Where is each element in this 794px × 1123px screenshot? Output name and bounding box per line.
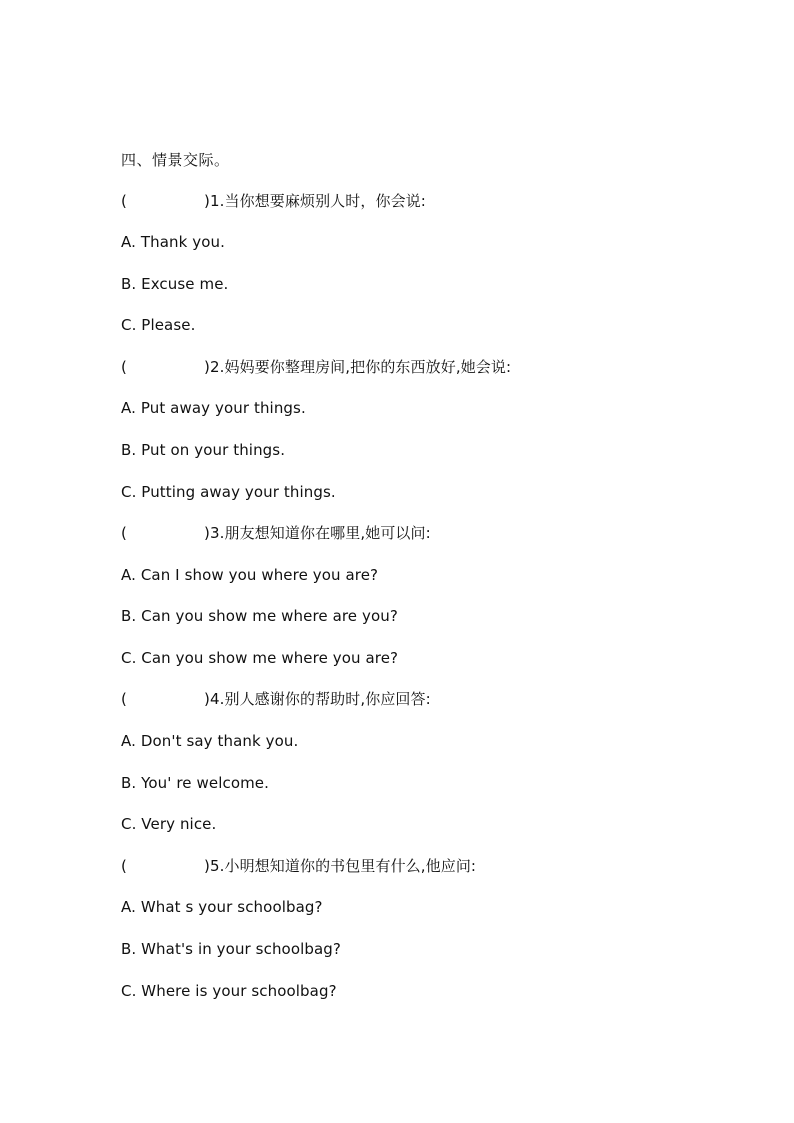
question-3-option-c: C. Can you show me where you are?	[121, 649, 399, 667]
question-3-option-a: A. Can I show you where you are?	[121, 566, 379, 584]
question-2-option-a: A. Put away your things.	[121, 399, 306, 417]
question-5	[121, 856, 476, 876]
answer-blank-1: (	[121, 192, 127, 210]
section-title: 四、情景交际。	[121, 151, 230, 169]
question-5-option-a: A. What s your schoolbag?	[121, 898, 323, 916]
question-4-option-b: B. You' re welcome.	[121, 774, 270, 792]
answer-blank-2: (	[121, 358, 127, 376]
question-3-stem: )3.朋友想知道你在哪里,她可以问:	[204, 524, 431, 542]
question-2-option-b: B. Put on your things.	[121, 441, 286, 459]
question-5-option-b: B. What's in your schoolbag?	[121, 940, 341, 958]
question-3	[121, 523, 431, 543]
question-4-option-c: C. Very nice.	[121, 815, 217, 833]
question-3-option-b: B. Can you show me where are you?	[121, 607, 398, 625]
question-2-stem: )2.妈妈要你整理房间,把你的东西放好,她会说:	[204, 358, 512, 376]
question-1-option-b: B. Excuse me.	[121, 275, 229, 293]
question-5-stem: )5.小明想知道你的书包里有什么,他应问:	[204, 857, 477, 875]
question-1	[121, 191, 426, 211]
question-2	[121, 357, 511, 377]
question-5-option-c: C. Where is your schoolbag?	[121, 982, 337, 1000]
answer-blank-5: (	[121, 857, 127, 875]
question-1-stem: )1.当你想要麻烦别人时，你会说:	[204, 192, 426, 210]
question-2-option-c: C. Putting away your things.	[121, 483, 336, 501]
answer-blank-3: (	[121, 524, 127, 542]
question-1-option-c: C. Please.	[121, 316, 196, 334]
question-4-option-a: A. Don't say thank you.	[121, 732, 299, 750]
answer-blank-4: (	[121, 690, 127, 708]
question-4	[121, 689, 431, 709]
question-4-stem: )4.别人感谢你的帮助时,你应回答:	[204, 690, 431, 708]
question-1-option-a: A. Thank you.	[121, 233, 225, 251]
